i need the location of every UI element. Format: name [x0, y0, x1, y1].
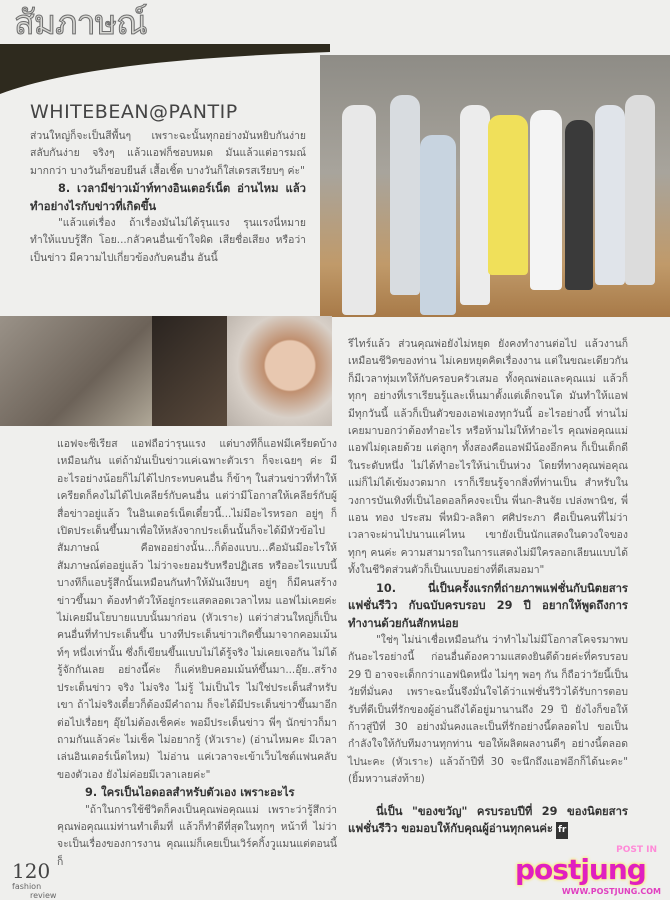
left-column — [57, 436, 337, 871]
header-swoosh — [0, 44, 330, 94]
watermark-post-in: POST IN — [616, 845, 657, 855]
postjung-watermark — [515, 845, 665, 900]
watermark-url: WWW.POSTJUNG.COM — [561, 887, 661, 896]
section-title: สัมภาษณ์ — [14, 3, 147, 43]
right-column — [348, 336, 628, 839]
end-mark-icon: fr — [556, 822, 568, 839]
answer-10: "ใช่ๆ ไม่น่าเชื่อเหมือนกัน ว่าทำไมไม่มีโอกาสโคจรมาพบกันอะไรอย่างนี้ ก่อนอื่นต้องความแสดงยินดีด้วยค่ะที่ครบรอบ 29 ปี อาจจะเด็กกว่าแอฟนิดหนึ่ง ไม่ๆๆ พอๆ กัน ก็ถือว่าวัยนี้เป็นวัยที่มั่นคง เพราะฉะนั้นจึงมั่นใจได้ว่าแฟชั่นรีวิวได้รับการตอบรับที่ดีเป็นที่รักของผู้อ่านถึงได้อยู่มานานถึง 29 ปี ยังไงก็ขอให้ก้าวสู่ปีที่ 30 อย่างมั่นคงและเป็นที่รักอย่างนี้ตลอดไป ขอเป็นกำลังใจให้กับทีมงานทุกท่าน ขอให้ผลิตผลงานดีๆ อย่างนี้ตลอดไปนะคะ (หัวเราะ) แล้วถ้าปีที่ 30 จะนึกถึงแอฟอีกก็ได้นะคะ" (ยิ้มหวานส่งท้าย) — [348, 633, 628, 786]
makeup-photo — [152, 316, 227, 426]
answer-9-start: "ถ้าในการใช้ชีวิตก็คงเป็นคุณพ่อคุณแม่ เพราะว่ารู้สึกว่าคุณพ่อคุณแม่ท่านทำเต็มที่ แล้วก็ทำดีที่สุดในทุกๆ หน้าที่ ไม่ว่าจะเป็นเรื่องของการงาน คุณแม่ก็เคยเป็นเวิร์คกิ้งวูแมนแต่ตอนนี้ก็ — [57, 803, 337, 868]
page-number: 120 — [12, 859, 51, 883]
behind-scenes-photo — [0, 316, 152, 426]
portrait-photo — [227, 316, 332, 426]
answer-8-start: "แล้วแต่เรื่อง ถ้าเรื่องมันไม่ได้รุนแรง รุนแรงนี่หมายทำให้แบบรู้สึก โอย...กลัวคนอื่นเข้าใจผิด เสียชื่อเสียง หรือว่าเป็นข่าว มีความไปเกี่ยวข้องกับคนอื่น อันนี้ — [30, 217, 306, 264]
magazine-name-line2: review — [30, 891, 57, 900]
answer-9-continued: รีไทร์แล้ว ส่วนคุณพ่อยังไม่หยุด ยังคงทำงานต่อไป แล้วงานก็เหมือนชีวิตของท่าน ไม่เคยหยุดคิดเรื่องงาน แต่ในขณะเดียวกันก็มีเวลาทุ่มเทให้กับครอบครัวเสมอ ทั้งคุณพ่อและคุณแม่ แล้วก็ทุกๆ อย่างที่เราเรียนรู้และเห็นมาตั้งแต่เด็กจนโต มันทำให้แอฟมีทุกวันนี้ แล้วก็เป็นตัวของเอฟเองทุกวันนี้ อะไรอย่างนี้ ท่านไม่เคยมาบอกว่าต้องทำอะไร หรือห้ามไม่ให้ทำอะไร คุณพ่อคุณแม่แอฟไม่ดุเลยด้วย แต่ลูกๆ ทั้งสองคือแอฟมีน้องอีกคน ก็เป็นเด็กดีในระดับหนึ่ง ไม่ได้ทำอะไรให้น่าเป็นห่วง โดยที่ทางคุณพ่อคุณแม่ก็ไม่ได้เข้มงวดมาก เราก็เรียนรู้จากสิ่งที่ท่านเป็น สำหรับในวงการบันเทิงที่เป็นไอดอลก็คงจะเป็น พี่นก-สินจัย เปล่งพานิช, พี่แอน ทอง ประสม พี่หมิว-ลลิตา ศศิประภา คือเป็นคนที่ไม่ว่าเวลาจะผ่านไปนานแค่ไหน เขายังเป็นนักแสดงในดวงใจของทุกๆ คนค่ะ ความสามารถในการแสดงไม่มีใครลอกเลียนแบบได้ ทั้งในชีวิตส่วนตัวก็เป็นแบบอย่างที่ดีเสมอมา" — [348, 338, 628, 577]
answer-8-continued: แอฟจะซีเรียส แอฟถือว่ารุนแรง แต่บางทีก็แอฟมีเครียดบ้างเหมือนกัน แต่ถ้ามันเป็นข่าวแค่เฉพาะตัวเรา ก็จะเฉยๆ ค่ะ มีอะไรอย่างน้อยก็ไม่ได้ไปกระทบคนอื่น ก็ข้าๆ ในส่วนข่าวที่ทำให้เครียดก็คงไม่ได้ไปเคลียร์กับคนอื่น แต่ว่ามีโอกาสให้เคลียร์กับผู้สื่อข่าวอยู่แล้ว ในอินเตอร์เน็ตเดี๋ยวนี้...ไม่มีอะไรหรอก อยู่ๆ ก็เปิดประเด็นขึ้นมาเพื่อให้หลังจากประเด็นนั้นก็จะได้มีหัวข้อไปสัมภาษณ์ คือพออย่างนั้น...ก็ต้องแบบ...คือมันมีอะไรให้สัมภาษณ์ต่ออยู่แล้ว ไม่ว่าจะยอมรับหรือปฏิเสธ หรืออะไรแบบนี้ บางทีก็แอบรู้สึกนั้นเหมือนกันทำให้มันเงียบๆ อยู่ๆ ก็มีคนสร้างข่าวขึ้นมา ต้องทำตัวให้อยู่กระแสตลอดเวลาไหม แอฟไม่เคยค่ะ ไม่เคยมีนโยบายแบบนั้นมาก่อน (หัวเราะ) แต่ว่าส่วนใหญ่ก็เป็นคนอื่นที่ทำประเด็นขึ้น บางทีประเด็นข่าวเกิดขึ้นมาจากคอมเม้นท์ๆ หนึ่งเท่านั้น ซึ่งก็เขียนขึ้นแบบไม่ได้รู้จริง ไม่เคยเจอกัน ไม่ได้รู้จักกันเลย อย่างนี้ค่ะ ก็แค่หยิบคอมเม้นท์ขึ้นมา...อุ๊ย..สร้างประเด็นข่าว จริง ไม่จริง ไม่รู้ ไม่เป็นไร ไม่ใช่ประเด็นสำหรับเขา ถ้าไม่จริงเดี๋ยวก็ต้องมีคำถาม ก็จะได้มีประเด็นข่าวขึ้นมาอีกต่อไปเรื่อยๆ อุ๊ยไม่ต้องเช็คค่ะ พอมีประเด็นข่าว พี่ๆ นักข่าวก็มาถามกันแล้วค่ะ ไม่เช็ค ไม่อยากรู้ (หัวเราะ) (อ่านไหมคะ มีเวลาเล่นอินเตอร์เน็ตไหม) ไม่อ่าน แค่เวลาจะเข้าเว็บไซต์แฟนคลับของตัวเอง ยังไม่ค่อยมีเวลาเลยค่ะ" — [57, 438, 337, 781]
question-9: 9. ใครเป็นไอดอลสำหรับตัวเอง เพราะอะไร — [85, 786, 295, 800]
byline: WHITEBEAN@PANTIP — [30, 101, 238, 123]
group-photo — [320, 55, 670, 317]
watermark-brand: postjung — [515, 853, 646, 886]
intro-paragraph: ส่วนใหญ่ก็จะเป็นสีพื้นๆ เพราะฉะนั้นทุกอย่างมันหยิบกันง่าย สลับกันง่าย จริงๆ แล้วแอฟก็ชอบหมด มันแล้วแต่อารมณ์มากกว่า บางวันก็ชอบยีนส์ เสื้อเชิ้ต บางวันก็ใส่เดรสเรียบๆ ค่ะ" — [30, 130, 306, 177]
magazine-name-line1: fashion — [12, 882, 42, 891]
question-8: 8. เวลามีข่าวเม้าท์ทางอินเตอร์เน็ต อ่านไหม แล้วทำอย่างไรกับข่าวที่เกิดขึ้น — [30, 182, 306, 213]
closing-text: นี่เป็น "ของขวัญ" ครบรอบปีที่ 29 ของนิตยสารแฟชั่นรีวิว ขอมอบให้กับคุณผู้อ่านทุกคนค่ะ — [348, 804, 628, 835]
question-10: 10. นี่เป็นครั้งแรกที่ถ่ายภาพแฟชั่นกับนิตยสารแฟชั่นรีวิว กับฉบับครบรอบ 29 ปี อยากให้พูดถึงการทำงานด้วยกันสักหน่อย — [348, 581, 628, 630]
intro-text — [30, 128, 306, 267]
closing-note — [348, 803, 628, 840]
